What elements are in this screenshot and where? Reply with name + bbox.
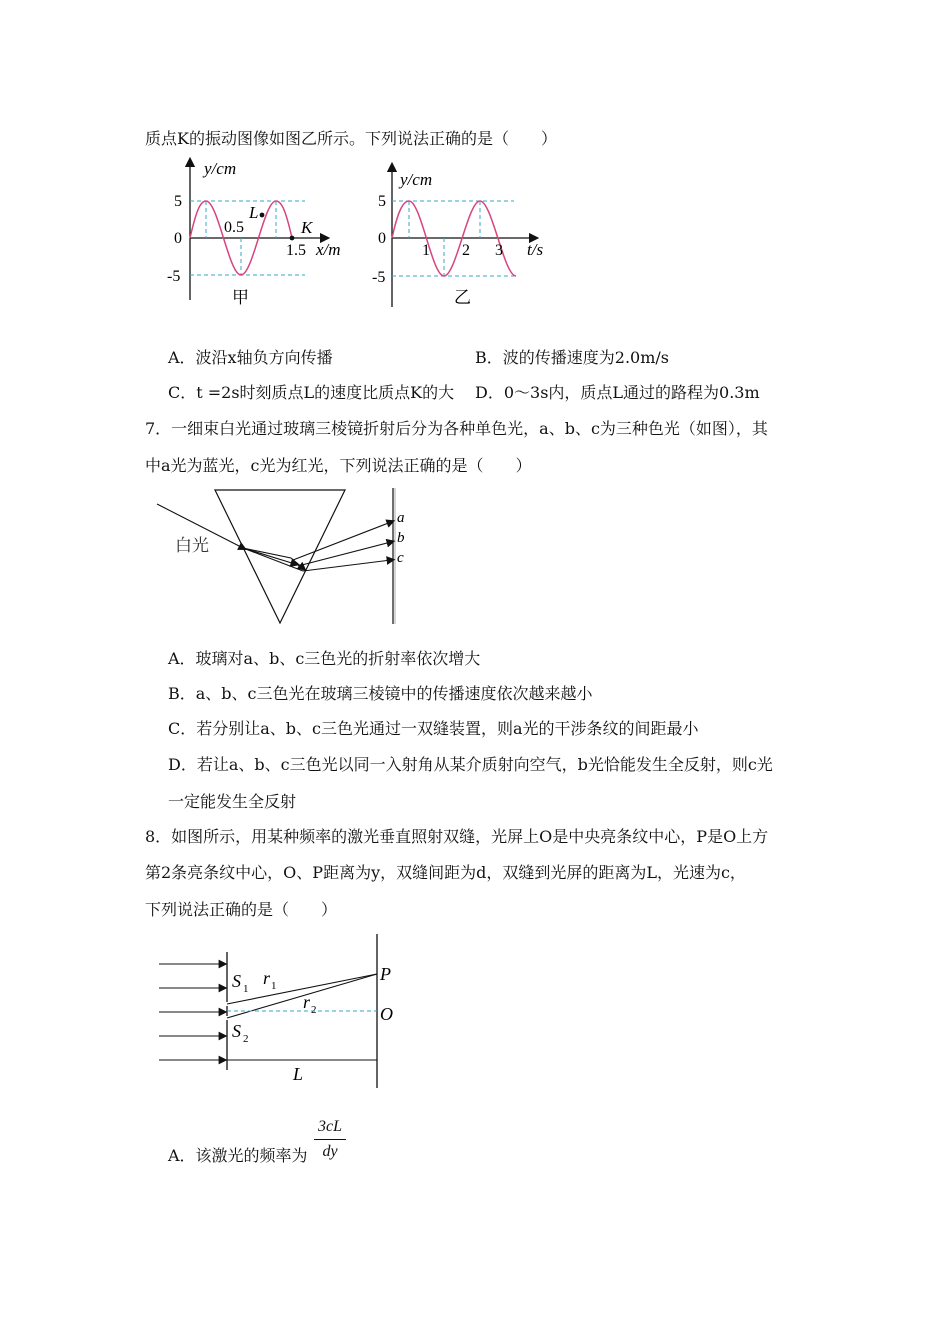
yi-tick-0: 0 [378, 230, 386, 247]
q8-option-a-text[interactable]: A．该激光的频率为 [168, 1146, 308, 1165]
jia-caption: 甲 [232, 288, 249, 307]
fraction-numerator: 3cL [318, 1118, 342, 1135]
q6-option-b[interactable]: B．波的传播速度为2.0m/s [475, 348, 669, 367]
jia-label-L: L [249, 203, 259, 222]
jia-tick-neg5: -5 [167, 268, 181, 285]
jia-tick-0: 0 [174, 230, 182, 247]
yi-tick-5: 5 [378, 193, 386, 210]
q7-option-b[interactable]: B．a、b、c三色光在玻璃三棱镜中的传播速度依次越来越小 [168, 684, 593, 703]
q7-option-d-line1[interactable]: D．若让a、b、c三色光以同一入射角从某介质射向空气，b光恰能发生全反射，则c光 [168, 755, 773, 774]
yi-tick-2: 2 [462, 242, 470, 259]
ray-c-label: c [397, 550, 404, 566]
q8-stem-line2: 第2条亮条纹中心，O、P距离为y，双缝间距为d，双缝到光屏的距离为L，光速为c， [145, 863, 746, 882]
q6-option-a[interactable]: A．波沿x轴负方向传播 [168, 348, 333, 367]
white-light-label: 白光 [175, 536, 209, 555]
jia-tick-5: 5 [174, 193, 182, 210]
label-S2-sub: 2 [243, 1033, 249, 1045]
jia-xlabel: x/m [316, 240, 341, 259]
q7-option-a[interactable]: A．玻璃对a、b、c三色光的折射率依次增大 [168, 649, 481, 668]
prism-figure [155, 488, 415, 628]
label-r1-sub: 1 [271, 980, 277, 992]
q8-stem-line3: 下列说法正确的是（ ） [145, 900, 338, 919]
yi-caption: 乙 [454, 288, 471, 307]
vibration-figure-yi [374, 165, 564, 310]
q7-option-d-line2: 一定能发生全反射 [168, 792, 297, 811]
label-S1: S [232, 971, 241, 991]
label-r1: r [263, 968, 271, 988]
label-S1-sub: 1 [243, 983, 249, 995]
wave-figure-jia [167, 159, 370, 310]
point-L-dot [260, 213, 265, 218]
q7-stem-line1: 7．一细束白光通过玻璃三棱镜折射后分为各种单色光，a、b、c为三种色光（如图），其 [145, 419, 768, 438]
jia-tick-0-5: 0.5 [224, 219, 244, 236]
q6-stem: 质点K的振动图像如图乙所示。下列说法正确的是（ ） [145, 129, 557, 148]
jia-label-K: K [301, 218, 313, 237]
q7-option-c[interactable]: C．若分别让a、b、c三色光通过一双缝装置，则a光的干涉条纹的间距最小 [168, 719, 699, 738]
ray-a-label: a [397, 510, 405, 526]
label-S2: S [232, 1021, 241, 1041]
label-r2: r [303, 992, 311, 1012]
double-slit-figure [155, 932, 415, 1092]
yi-xlabel: t/s [527, 240, 544, 259]
label-L: L [293, 1064, 304, 1084]
fraction-denominator: dy [322, 1143, 338, 1160]
q6-option-d[interactable]: D．0～3s内，质点L通过的路程为0.3m [475, 383, 760, 402]
label-r2-sub: 2 [311, 1004, 317, 1016]
jia-tick-1-5: 1.5 [286, 242, 306, 259]
q6-option-c[interactable]: C．t =2s时刻质点L的速度比质点K的大 [168, 383, 455, 402]
q8-option-a-fraction [314, 1117, 346, 1162]
yi-ylabel: y/cm [400, 170, 433, 189]
yi-tick-neg5: -5 [372, 269, 386, 286]
point-K-dot [290, 236, 295, 241]
label-P: P [380, 964, 391, 984]
label-O: O [380, 1004, 393, 1024]
ray-b-label: b [397, 530, 405, 546]
yi-tick-3: 3 [495, 242, 503, 259]
yi-tick-1: 1 [422, 242, 430, 259]
q8-stem-line1: 8．如图所示，用某种频率的激光垂直照射双缝，光屏上O是中央亮条纹中心，P是O上方 [145, 827, 769, 846]
q7-stem-line2: 中a光为蓝光，c光为红光，下列说法正确的是（ ） [145, 456, 532, 475]
jia-ylabel: y/cm [204, 159, 237, 178]
